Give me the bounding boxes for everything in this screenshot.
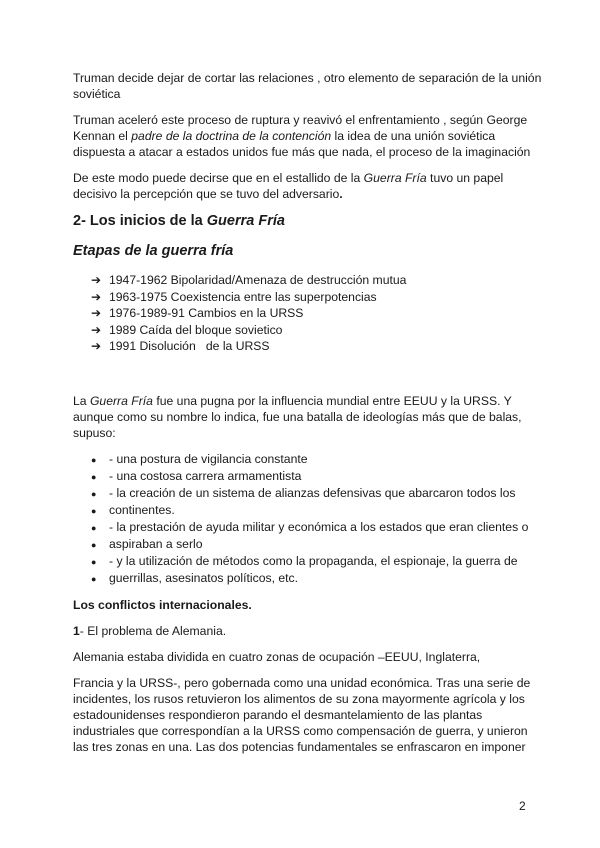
heading-italic: Guerra Fría: [206, 213, 285, 229]
blank-space: [73, 355, 543, 393]
list-item-text: - y la utilización de métodos como la propaganda, el espionaje, la guerra de: [109, 553, 518, 568]
paragraph-truman-kennan: [73, 112, 543, 160]
bullet-icon: ●: [91, 505, 97, 516]
arrow-icon: ➔: [91, 306, 102, 320]
italic-run: padre de la doctrina de la contención: [131, 129, 332, 143]
text-run: fue una pugna por la influencia mundial entre EEUU y la URSS. Y aunque como su nombre lo indica, fue una batalla de ideologías más que de balas, supuso:: [73, 393, 522, 440]
list-item: [91, 536, 543, 553]
text-run: La: [73, 393, 90, 408]
list-item-text: guerrillas, asesinatos políticos, etc.: [109, 570, 298, 585]
bullet-icon: ●: [91, 522, 97, 533]
paragraph-francia-urss: Francia y la URSS-, pero gobernada como una unidad económica. Tras una serie de incidentes, los rusos retuvieron los alimentos de su zona mayormente agrícola y los estadounidenses respondieron parando el desmantelamiento de las plantas industriales que correspondían a la URSS como compensación de guerra, y unieron las tres zonas en una. Las dos potencias fundamentales se enfrascaron en imponer: [73, 675, 531, 754]
paragraph-perception: [73, 170, 543, 202]
consequences-list: [91, 451, 543, 587]
subsection-number: 1: [73, 623, 80, 638]
list-item-text: - la prestación de ayuda militar y económica a los estados que eran clientes o: [109, 519, 529, 534]
bullet-icon: ●: [91, 556, 97, 567]
text-run: tuvo un papel decisivo la percepción que se tuvo del adversario: [73, 171, 504, 201]
arrow-icon: ➔: [91, 339, 102, 353]
text-run: Truman aceleró este proceso de ruptura y reavivó el enfrentamiento , según George Kennan el: [73, 113, 528, 143]
paragraph-guerra-fria-pugna: [73, 393, 543, 441]
list-item-text: - la creación de un sistema de alianzas defensivas que abarcaron todos los: [109, 485, 516, 500]
list-item: [91, 451, 543, 468]
list-item-text: 1989 Caída del bloque sovietico: [109, 322, 283, 337]
list-item-text: 1963-1975 Coexistencia entre las superpotencias: [109, 289, 377, 304]
list-item: [91, 468, 543, 485]
list-item: [91, 519, 543, 536]
list-item-text: 1947-1962 Bipolaridad/Amenaza de destrucción mutua: [109, 273, 407, 287]
italic-run: Guerra Fría: [89, 393, 153, 408]
list-item: [91, 322, 543, 339]
list-item: [91, 485, 543, 502]
heading-text: 2- Los inicios de la: [73, 213, 207, 229]
bullet-icon: ●: [91, 488, 97, 499]
list-item-text: - una postura de vigilancia constante: [109, 451, 308, 466]
arrow-icon: ➔: [91, 289, 102, 304]
section-title-conflictos: Los conflictos internacionales.: [73, 597, 252, 612]
subheading-etapas: Etapas de la guerra fría: [73, 243, 234, 259]
bullet-icon: ●: [91, 471, 97, 482]
list-item: [91, 305, 543, 322]
bullet-icon: ●: [91, 454, 97, 465]
list-item: [91, 289, 543, 306]
text-run: De este modo puede decirse que en el estallido de la: [73, 171, 364, 185]
document-page: [73, 70, 543, 765]
list-item-text: continentes.: [109, 502, 175, 517]
list-item: [91, 272, 543, 289]
italic-run: Guerra Fría: [363, 171, 427, 185]
list-item-text: 1991 Disolución de la URSS: [109, 339, 270, 353]
subsection-alemania: [73, 623, 543, 639]
list-item-text: - una costosa carrera armamentista: [109, 468, 302, 483]
arrow-icon: ➔: [91, 322, 102, 337]
list-item: [91, 553, 543, 570]
list-item: [91, 570, 543, 587]
subsection-text: - El problema de Alemania.: [79, 623, 227, 638]
text-run: la idea de una unión soviética dispuesta a atacar a estados unidos fue más que nada, el proceso de la imaginación: [73, 129, 531, 159]
bold-period: .: [339, 187, 343, 201]
stages-list: [91, 272, 543, 355]
arrow-icon: ➔: [91, 273, 102, 287]
list-item-text: aspiraban a serlo: [109, 536, 203, 551]
bullet-icon: ●: [91, 539, 97, 550]
section-heading-inicios: [73, 212, 543, 230]
page-number: 2: [519, 799, 526, 813]
bullet-icon: ●: [91, 573, 97, 584]
list-item: [91, 338, 543, 355]
list-item-text: 1976-1989-91 Cambios en la URSS: [109, 306, 304, 320]
paragraph-alemania-dividida: Alemania estaba dividida en cuatro zonas de ocupación –EEUU, Inglaterra,: [73, 649, 481, 664]
paragraph-truman-relations: Truman decide dejar de cortar las relaciones , otro elemento de separación de la unión soviética: [73, 71, 542, 101]
list-item: [91, 502, 543, 519]
